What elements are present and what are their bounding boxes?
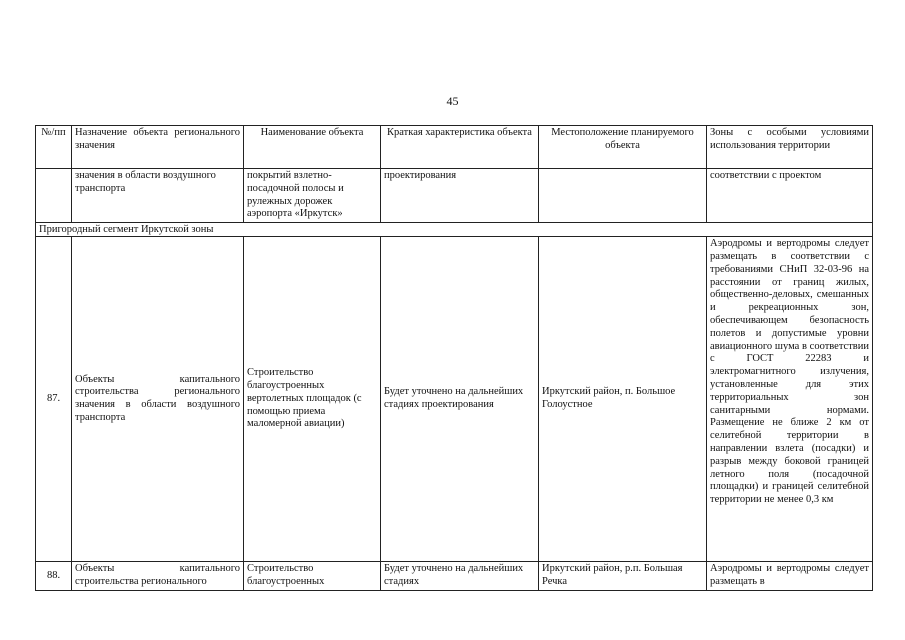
cell-characteristic: Будет уточнено на дальнейших стадиях: [381, 562, 539, 591]
cell-zones: соответствии с проектом: [707, 169, 873, 223]
header-purpose: Назначение объекта регионального значения: [72, 126, 244, 169]
cell-num: 88.: [36, 562, 72, 591]
table-row: [36, 237, 873, 562]
header-num: №/пп: [36, 126, 72, 169]
cell-zones: Аэродромы и вертодромы следует размещать в соответствии с требованиями СНиП 32-03-96 на расстоянии от границ жилых, общественно-деловых, смешанных и рекреационных зон, обеспечивающем безопасность полетов и допустимые уровни авиационного шума в соответствии с ГОСТ 22283 и электромагнитного излучения, установленные для этих территориальных зон санитарными нормами. Размещение не ближе 2 км от селитебной территории в направлении взлета (посадки) и разрыв между боковой границей летного поля (посадочной площадки) и границей селитебной территории не менее 0,3 км: [707, 237, 873, 562]
cell-name: Строительство благоустроенных: [244, 562, 381, 591]
objects-table: [35, 125, 873, 591]
cell-location: Иркутский район, р.п. Большая Речка: [539, 562, 707, 591]
header-zones: Зоны с особыми условиями использования территории: [707, 126, 873, 169]
cell-location: Иркутский район, п. Большое Голоустное: [539, 237, 707, 562]
header-location: Местоположение планируемого объекта: [539, 126, 707, 169]
cell-characteristic: проектирования: [381, 169, 539, 223]
cell-num: 87.: [36, 237, 72, 562]
cell-location: [539, 169, 707, 223]
table-row: [36, 169, 873, 223]
cell-name: Строительство благоустроенных вертолетных площадок (с помощью приема маломерной авиации): [244, 237, 381, 562]
cell-num: [36, 169, 72, 223]
cell-purpose: Объекты капитального строительства регионального значения в области воздушного транспорта: [72, 237, 244, 562]
section-title: Пригородный сегмент Иркутской зоны: [36, 223, 873, 237]
cell-characteristic: Будет уточнено на дальнейших стадиях проектирования: [381, 237, 539, 562]
header-name: Наименование объекта: [244, 126, 381, 169]
header-characteristic: Краткая характеристика объекта: [381, 126, 539, 169]
section-row: [36, 223, 873, 237]
cell-purpose: Объекты капитального строительства регионального: [72, 562, 244, 591]
table-row: [36, 562, 873, 591]
page-number: 45: [446, 94, 459, 108]
cell-name: покрытий взлетно-посадочной полосы и рулежных дорожек аэропорта «Иркутск»: [244, 169, 381, 223]
table-header-row: [36, 126, 873, 169]
cell-purpose: значения в области воздушного транспорта: [72, 169, 244, 223]
cell-zones: Аэродромы и вертодромы следует размещать в: [707, 562, 873, 591]
